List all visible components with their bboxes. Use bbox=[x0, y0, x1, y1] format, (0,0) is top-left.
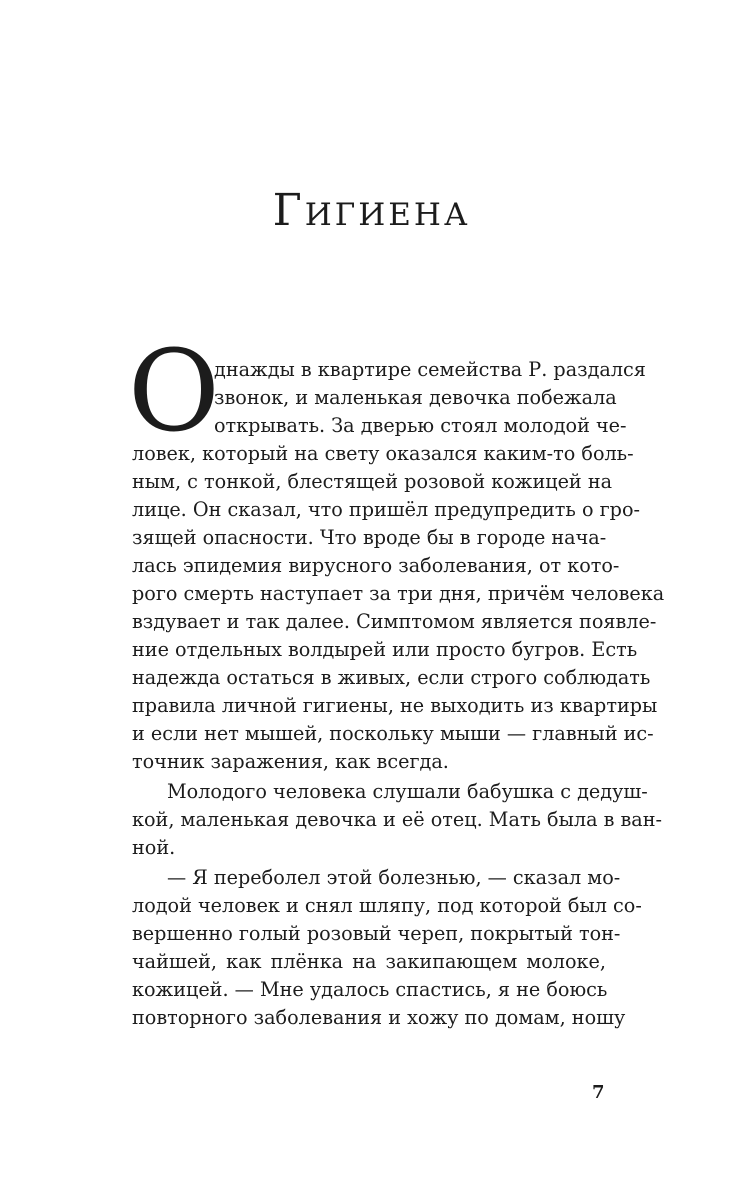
text-line: точник заражения, как всегда. bbox=[132, 750, 449, 773]
text-line: вершенно голый розовый череп, покрытый тон- bbox=[132, 922, 621, 945]
page-number: 7 bbox=[592, 1082, 605, 1103]
text-line: и если нет мышей, поскольку мыши — главный ис- bbox=[132, 722, 654, 745]
text-line: правила личной гигиены, не выходить из квартиры bbox=[132, 694, 658, 717]
text-line: вздувает и так далее. Симптомом является появле- bbox=[132, 610, 657, 633]
text-line: лась эпидемия вирусного заболевания, от кото- bbox=[132, 554, 620, 577]
text-line: чайшей, как плёнка на закипающем молоке, bbox=[132, 950, 606, 973]
text-line: кожицей. — Мне удалось спастись, я не боюсь bbox=[132, 978, 608, 1001]
text-line: лодой человек и снял шляпу, под которой был со- bbox=[132, 894, 642, 917]
chapter-title: Гигиена bbox=[272, 185, 471, 236]
text-line: ловек, который на свету оказался каким-то боль- bbox=[132, 442, 634, 465]
text-line: ным, с тонкой, блестящей розовой кожицей на bbox=[132, 470, 613, 493]
text-line: ние отдельных волдырей или просто бугров. Есть bbox=[132, 638, 638, 661]
text-line: лице. Он сказал, что пришёл предупредить о гро- bbox=[132, 498, 640, 521]
text-line: рого смерть наступает за три дня, причём человека bbox=[132, 582, 665, 605]
text-line: днажды в квартире семейства Р. раздался bbox=[214, 358, 646, 381]
text-line: ной. bbox=[132, 836, 176, 859]
drop-cap: О bbox=[128, 327, 220, 457]
text-line: открывать. За дверью стоял молодой че- bbox=[214, 414, 627, 437]
text-line: зящей опасности. Что вроде бы в городе нача- bbox=[132, 526, 607, 549]
text-line: Молодого человека слушали бабушка с дедуш- bbox=[167, 780, 648, 803]
text-line: звонок, и маленькая девочка побежала bbox=[214, 386, 617, 409]
text-line: кой, маленькая девочка и её отец. Мать была в ван- bbox=[132, 808, 663, 831]
text-line: надежда остаться в живых, если строго соблюдать bbox=[132, 666, 651, 689]
text-line: повторного заболевания и хожу по домам, ношу bbox=[132, 1006, 626, 1029]
text-line: — Я переболел этой болезнью, — сказал мо- bbox=[167, 866, 621, 889]
